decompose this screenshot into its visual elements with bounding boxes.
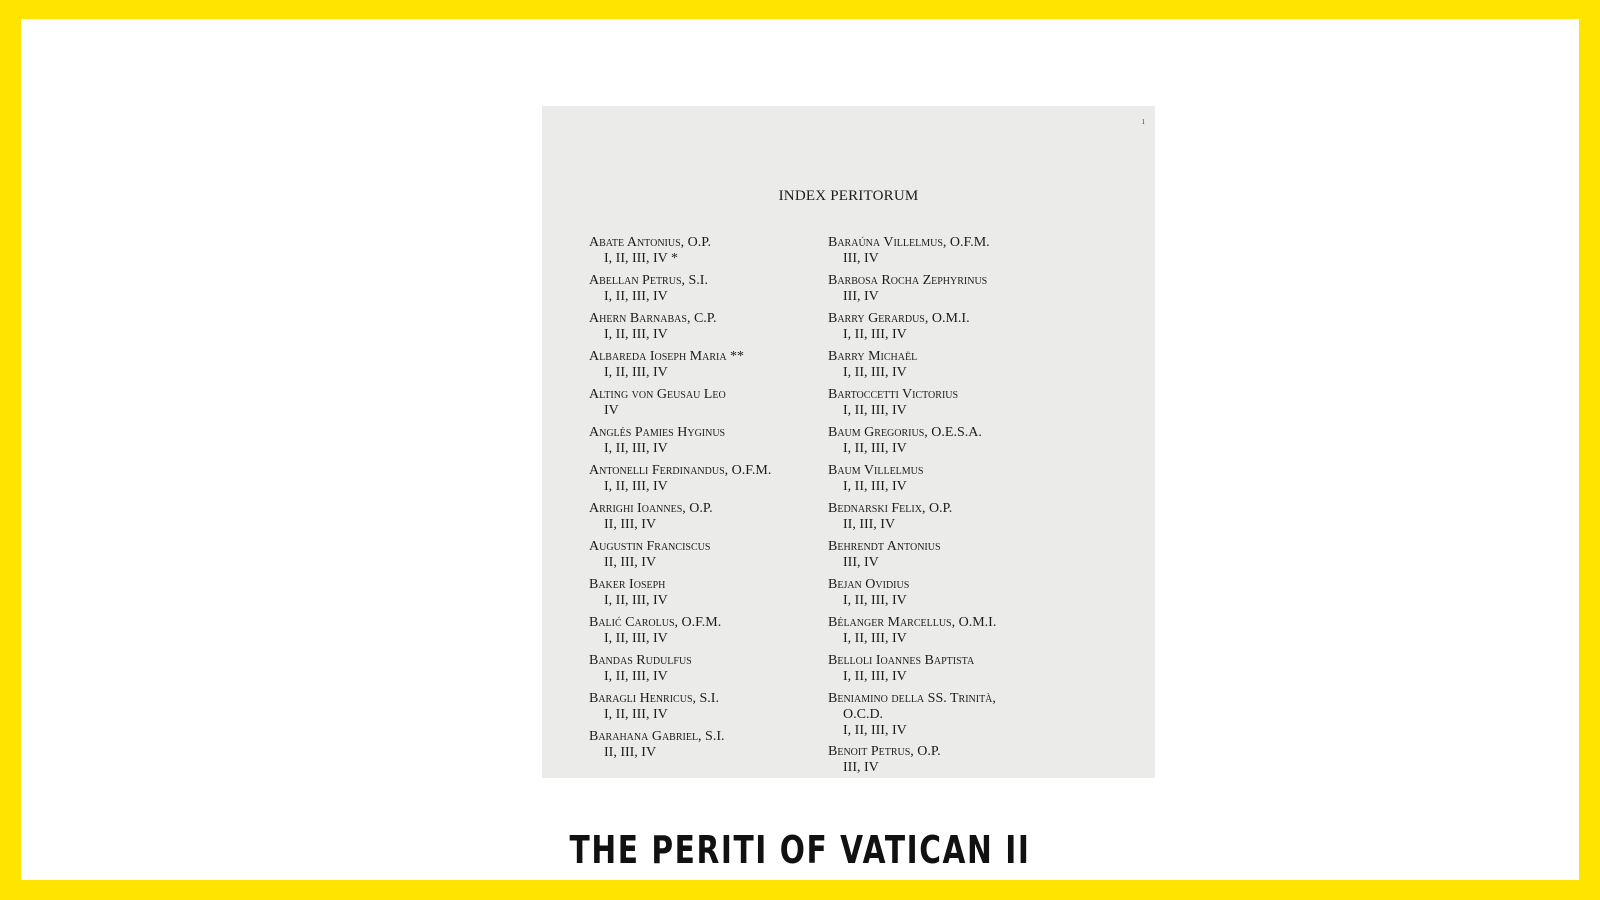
index-entry	[589, 463, 771, 501]
index-entry	[828, 744, 996, 782]
entry-name: Baragli Henricus, S.I.	[589, 691, 719, 706]
page-number: 1	[1141, 118, 1145, 126]
index-entry	[828, 539, 996, 577]
entry-name: Behrendt Antonius	[828, 539, 941, 554]
index-entry	[828, 273, 996, 311]
index-entry	[589, 653, 771, 691]
entry-name: Abellan Petrus, S.I.	[589, 273, 708, 288]
index-entry	[828, 501, 996, 539]
right-column	[828, 235, 996, 782]
entry-volumes: I, II, III, IV	[604, 365, 668, 380]
entry-name: Benoit Petrus, O.P.	[828, 744, 941, 759]
entry-name: Bednarski Felix, O.P.	[828, 501, 953, 516]
entry-name: Bartoccetti Victorius	[828, 387, 959, 402]
entry-volumes: III, IV	[843, 555, 879, 570]
entry-name: Antonelli Ferdinandus, O.F.M.	[589, 463, 772, 478]
entry-volumes: I, II, III, IV	[604, 327, 668, 342]
index-entry	[589, 539, 771, 577]
index-entry	[589, 615, 771, 653]
index-entry	[589, 425, 771, 463]
entry-name: Augustin Franciscus	[589, 539, 711, 554]
entry-name: Bandas Rudulfus	[589, 653, 692, 668]
index-entry	[828, 615, 996, 653]
index-entry	[589, 691, 771, 729]
entry-name: Bejan Ovidius	[828, 577, 910, 592]
index-entry	[589, 577, 771, 615]
entry-volumes: I, II, III, IV	[604, 441, 668, 456]
index-entry	[589, 501, 771, 539]
entry-volumes: IV	[604, 403, 619, 418]
entry-name: Abate Antonius, O.P.	[589, 235, 711, 250]
entry-volumes: III, IV	[843, 251, 879, 266]
index-entry	[589, 387, 771, 425]
entry-volumes: I, II, III, IV	[604, 631, 668, 646]
entry-volumes: I, II, III, IV *	[604, 251, 678, 266]
entry-name: Belloli Ioannes Baptista	[828, 653, 975, 668]
entry-volumes: III, IV	[843, 289, 879, 304]
slide-frame	[21, 19, 1579, 880]
entry-name: Ahern Barnabas, C.P.	[589, 311, 717, 326]
index-entry	[828, 463, 996, 501]
index-entry	[828, 387, 996, 425]
entry-volumes: II, III, IV	[604, 517, 657, 532]
entry-name: Albareda Ioseph Maria **	[589, 349, 745, 364]
entry-name: Anglés Pamies Hyginus	[589, 425, 726, 440]
index-entry	[828, 653, 996, 691]
entry-name: Barahana Gabriel, S.I.	[589, 729, 725, 744]
entry-name: Balić Carolus, O.F.M.	[589, 615, 722, 630]
entry-name: Barbosa Rocha Zephyrinus	[828, 273, 988, 288]
entry-name: Arrighi Ioannes, O.P.	[589, 501, 713, 516]
slide-caption: THE PERITI OF VATICAN II	[569, 828, 1031, 872]
entry-name: Barry Gerardus, O.M.I.	[828, 311, 970, 326]
entry-volumes: I, II, III, IV	[843, 327, 907, 342]
entry-name: Beniamino della SS. Trinità,	[828, 691, 996, 706]
index-entry	[828, 425, 996, 463]
index-entry	[828, 311, 996, 349]
entry-volumes: I, II, III, IV	[604, 593, 668, 608]
entry-volumes: I, II, III, IV	[604, 707, 668, 722]
entry-name: Baum Gregorius, O.E.S.A.	[828, 425, 982, 440]
left-column	[589, 235, 771, 767]
entry-volumes: I, II, III, IV	[843, 669, 907, 684]
entry-volumes: I, II, III, IV	[604, 669, 668, 684]
index-entry	[828, 691, 996, 744]
index-entry	[828, 349, 996, 387]
index-entry	[828, 577, 996, 615]
scanned-index-page	[542, 106, 1155, 778]
entry-volumes: II, III, IV	[604, 745, 657, 760]
index-entry	[589, 273, 771, 311]
entry-name: Baker Ioseph	[589, 577, 666, 592]
entry-name: Barry Michaël	[828, 349, 918, 364]
index-title: INDEX PERITORUM	[778, 188, 919, 204]
entry-volumes: I, II, III, IV	[604, 479, 668, 494]
entry-volumes: I, II, III, IV	[843, 593, 907, 608]
entry-name: Baum Villelmus	[828, 463, 924, 478]
entry-name: Baraúna Villelmus, O.F.M.	[828, 235, 990, 250]
entry-volumes: I, II, III, IV	[843, 723, 907, 738]
entry-volumes: I, II, III, IV	[843, 403, 907, 418]
entry-volumes: I, II, III, IV	[843, 479, 907, 494]
entry-volumes: I, II, III, IV	[604, 289, 668, 304]
entry-name: Bélanger Marcellus, O.M.I.	[828, 615, 997, 630]
entry-volumes: II, III, IV	[604, 555, 657, 570]
entry-volumes: I, II, III, IV	[843, 365, 907, 380]
index-entry	[589, 311, 771, 349]
index-entry	[589, 235, 771, 273]
entry-volumes: I, II, III, IV	[843, 441, 907, 456]
entry-volumes: II, III, IV	[843, 517, 896, 532]
entry-name-continued: O.C.D.	[843, 707, 884, 722]
entry-volumes: I, II, III, IV	[843, 631, 907, 646]
entry-name: Alting von Geusau Leo	[589, 387, 726, 402]
entry-volumes: III, IV	[843, 760, 879, 775]
index-entry	[828, 235, 996, 273]
index-entry	[589, 349, 771, 387]
index-entry	[589, 729, 771, 767]
